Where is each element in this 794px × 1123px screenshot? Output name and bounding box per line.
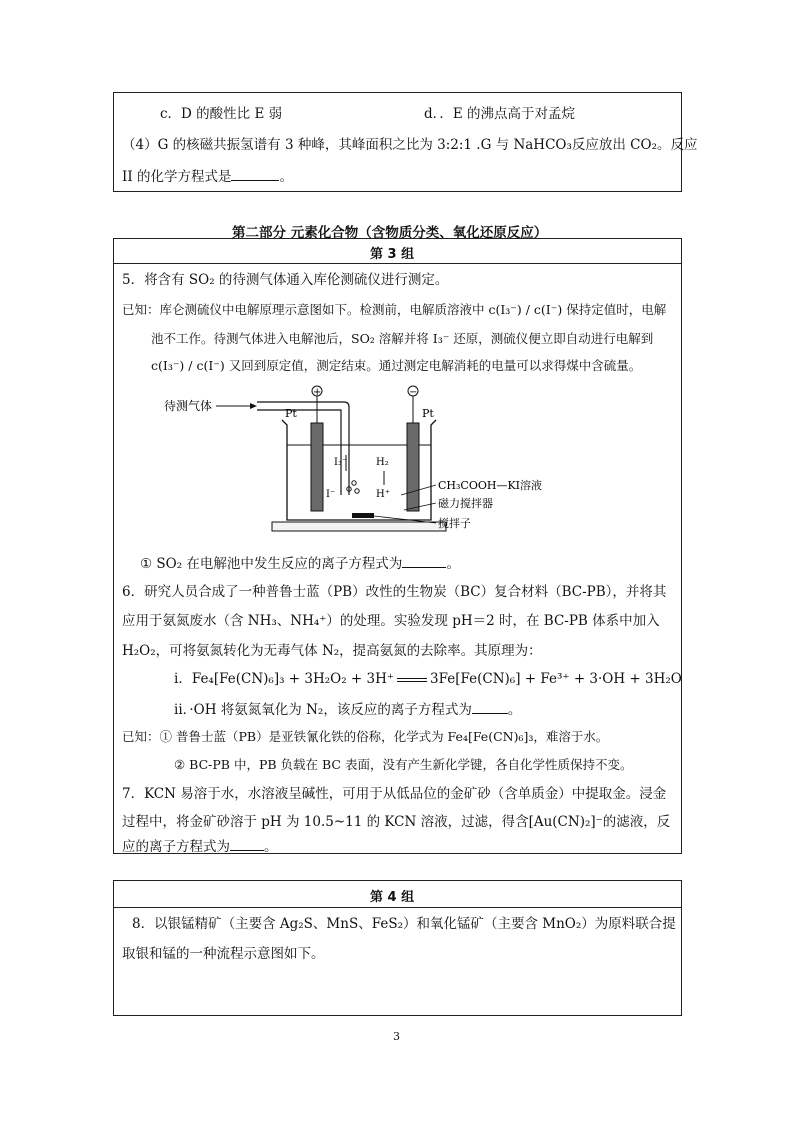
q5-1-line bbox=[140, 553, 460, 573]
option-c: c．D 的酸性比 E 弱 bbox=[160, 106, 283, 122]
stir-bar bbox=[352, 513, 374, 518]
bubble bbox=[352, 481, 356, 485]
q5-1-number: ① bbox=[140, 556, 153, 572]
equals-sign bbox=[397, 678, 427, 682]
cathode-plate bbox=[407, 423, 419, 511]
gas-label: 待测气体 bbox=[164, 399, 213, 413]
q5-note-line1: 已知：库仑测硫仪中电解原理示意图如下。检测前，电解质溶液中 c(I₃⁻) / c(I⁻) 保持定值时，电解 bbox=[122, 302, 667, 317]
q7-line1: 7．KCN 易溶于水，水溶液呈碱性，可用于从低品位的金矿砂（含单质金）中提取金。浸金 bbox=[122, 786, 667, 802]
q8-line1: 8．以银锰精矿（主要含 Ag₂S、MnS、FeS₂）和氧化锰矿（主要含 MnO₂）为原料联合提 bbox=[132, 916, 676, 932]
pt-right-label: Pt bbox=[422, 407, 434, 420]
answer-blank[interactable] bbox=[230, 836, 264, 851]
answer-blank[interactable] bbox=[402, 553, 446, 568]
q5-note-line3: c(I₃⁻) / c(I⁻) 又回到原定值，测定结束。通过测定电解消耗的电量可以求得煤中含硫量。 bbox=[151, 358, 642, 373]
equation-i-left: i．Fe₄[Fe(CN)₆]₃ + 3H₂O₂ + 3H⁺ bbox=[174, 671, 395, 687]
q5-note-line2: 池不工作。待测气体进入电解池后，SO₂ 溶解并将 I₃⁻ 还原，测硫仪便立即自动进行电解到 bbox=[151, 331, 654, 346]
section-title: 第二部分 元素化合物（含物质分类、氧化还原反应） bbox=[232, 225, 548, 241]
stirrer-label: 磁力搅拌器 bbox=[438, 497, 493, 510]
q7-line3-text: 应的离子方程式为 bbox=[122, 839, 230, 855]
q4-line2-end: 。 bbox=[279, 169, 293, 185]
answer-blank[interactable] bbox=[472, 699, 508, 714]
equation-i bbox=[174, 670, 682, 688]
hplus-ion: H⁺ bbox=[376, 489, 390, 500]
gas-arrowhead bbox=[250, 403, 257, 409]
minus-sign: − bbox=[409, 387, 418, 398]
known-2: ② BC-PB 中，PB 负载在 BC 表面，没有产生新化学键，各自化学性质保持不变。 bbox=[174, 757, 633, 772]
solution-label: CH₃COOH—KI溶液 bbox=[438, 479, 543, 492]
q4-line2 bbox=[122, 166, 293, 186]
stirrer-plate bbox=[272, 522, 446, 531]
q7-line3-end: 。 bbox=[264, 839, 278, 855]
known-1: 已知：① 普鲁士蓝（PB）是亚铁氰化铁的俗称，化学式为 Fe₄[Fe(CN)₆]₃，难溶于水。 bbox=[122, 729, 609, 744]
bubble bbox=[355, 489, 359, 493]
group3-header-divider bbox=[114, 263, 681, 264]
anode-plate bbox=[311, 423, 323, 511]
q5-1-end: 。 bbox=[446, 556, 460, 572]
equation-ii bbox=[174, 699, 521, 719]
q4-line1: （4）G 的核磁共振氢谱有 3 种峰，其峰面积之比为 3:2:1 .G 与 NaHCO₃反应放出 CO₂。反应 bbox=[122, 137, 698, 153]
q5-1-text: SO₂ 在电解池中发生反应的离子方程式为 bbox=[156, 556, 403, 572]
group3-header: 第 3 组 bbox=[370, 247, 415, 262]
iminus-ion: I⁻ bbox=[326, 489, 336, 500]
group4-box bbox=[113, 880, 682, 1016]
equation-i-right: 3Fe[Fe(CN)₆] + Fe³⁺ + 3·OH + 3H₂O bbox=[430, 671, 682, 687]
equation-ii-end: 。 bbox=[507, 702, 522, 718]
q7-line3 bbox=[122, 836, 278, 856]
q6-line2: 应用于氨氮废水（含 NH₃、NH₄⁺）的处理。实验发现 pH＝2 时，在 BC-PB 体系中加入 bbox=[122, 613, 660, 629]
pt-left-label: Pt bbox=[285, 407, 297, 420]
group4-header-divider bbox=[114, 907, 681, 908]
q8-line2: 取银和锰的一种流程示意图如下。 bbox=[122, 946, 325, 962]
option-d: d．．E 的沸点高于对孟烷 bbox=[424, 106, 576, 122]
group3-box bbox=[113, 238, 682, 854]
gas-tube-outer bbox=[257, 402, 349, 495]
group4-header: 第 4 组 bbox=[370, 890, 415, 905]
answer-blank[interactable] bbox=[231, 166, 279, 181]
page-number: 3 bbox=[393, 1030, 400, 1043]
i3-ion: I₃⁻ bbox=[334, 457, 348, 468]
h2-molecule: H₂ bbox=[376, 457, 389, 468]
q4-line2-text: II 的化学方程式是 bbox=[122, 169, 232, 185]
q6-line3: H₂O₂，可将氨氮转化为无毒气体 N₂，提高氨氮的去除率。其原理为： bbox=[122, 643, 542, 659]
stir-bar-label: 搅拌子 bbox=[438, 517, 471, 530]
top-question-box bbox=[113, 92, 698, 192]
q7-line2: 过程中，将金矿砂溶于 pH 为 10.5~11 的 KCN 溶液，过滤，得含[Au(CN)₂]⁻的滤液，反 bbox=[122, 814, 671, 830]
plus-sign: + bbox=[313, 387, 322, 398]
q5-text: 5．将含有 SO₂ 的待测气体通入库伦测硫仪进行测定。 bbox=[122, 272, 449, 288]
equation-ii-text: ii．·OH 将氨氮氧化为 N₂，该反应的离子方程式为 bbox=[174, 702, 472, 718]
electrolysis-diagram bbox=[154, 385, 544, 545]
gas-tube-inner bbox=[257, 410, 341, 495]
q6-line1: 6．研究人员合成了一种普鲁士蓝（PB）改性的生物炭（BC）复合材料（BC-PB），并将其 bbox=[122, 584, 667, 600]
